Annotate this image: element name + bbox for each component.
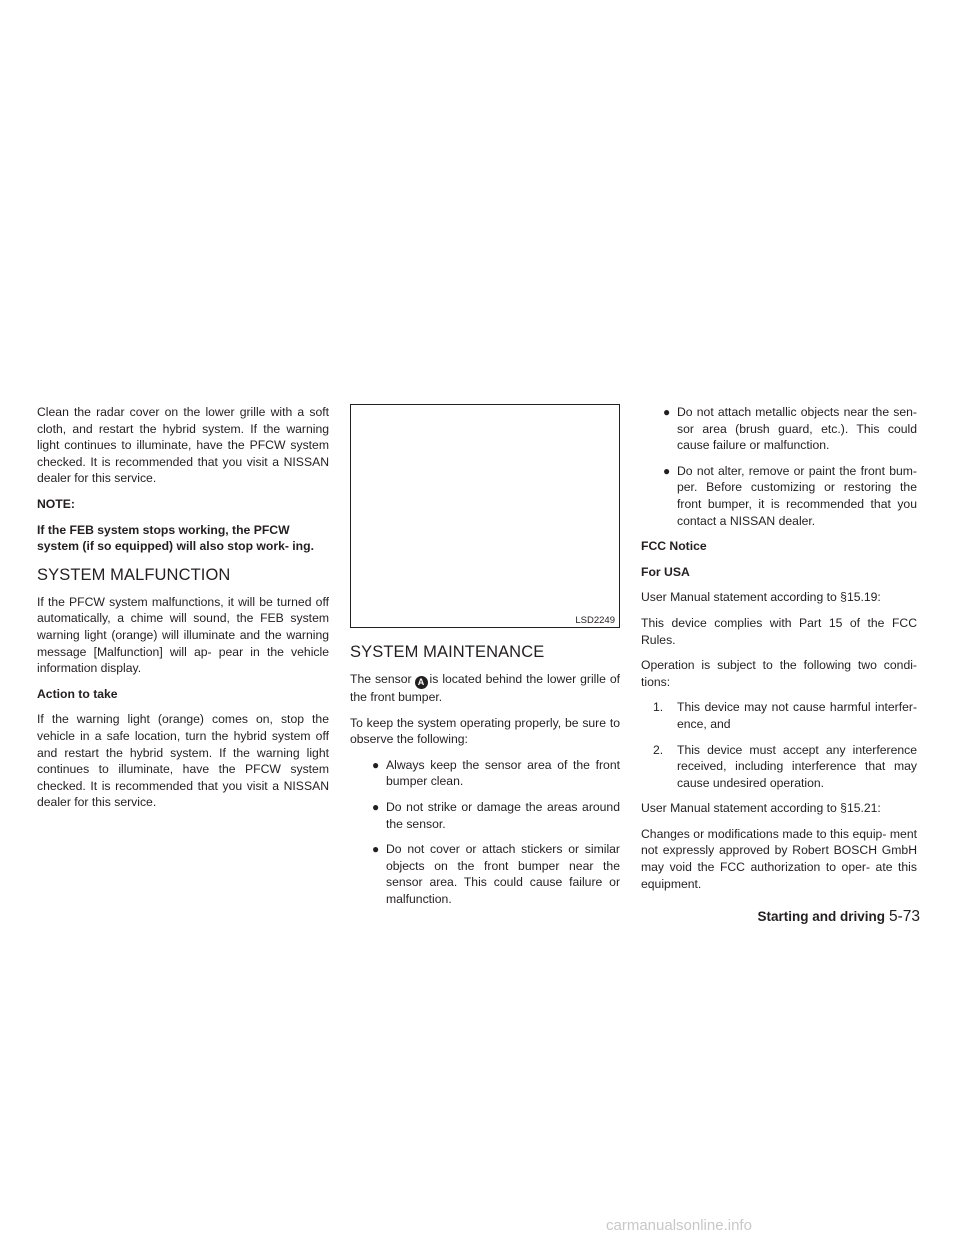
fcc-notice-heading: FCC Notice xyxy=(641,539,707,554)
section-heading-malfunction: SYSTEM MALFUNCTION xyxy=(37,565,231,584)
sensor-paragraph xyxy=(350,671,620,706)
sensor-text-before: The sensor xyxy=(350,672,412,686)
bullet-icon: ● xyxy=(663,405,671,419)
action-subheading: Action to take xyxy=(37,686,118,701)
watermark: carmanualsonline.info xyxy=(606,1217,752,1234)
footer-section-title: Starting and driving xyxy=(757,909,885,924)
bullet-icon: ● xyxy=(372,842,380,857)
malfunction-paragraph: If the PFCW system malfunctions, it will be turned off automatically, a chime will sound, the FEB system warning light (orange) will illuminate and the warning message [Malfunction] will ap- pear in the vehicle information display. xyxy=(37,594,329,676)
conditions-paragraph: Operation is subject to the following two condi- tions: xyxy=(641,658,917,689)
bullet-icon: ● xyxy=(663,463,671,478)
list-item: ● Do not strike or damage the areas around the sensor. xyxy=(372,799,620,831)
column-right xyxy=(641,404,917,901)
sensor-text-after: is located behind the lower grille of the front bumper. xyxy=(350,672,620,704)
note-label: NOTE: xyxy=(37,496,75,511)
statement-1519: User Manual statement according to §15.19: xyxy=(641,590,881,605)
statement-1521: User Manual statement according to §15.21: xyxy=(641,801,881,816)
note-text: If the FEB system stops working, the PFCW system (if so equipped) will also stop work- ing. xyxy=(37,522,314,554)
changes-paragraph: Changes or modifications made to this equip- ment not expressly approved by Robert BOSCH GmbH may void the FCC authorization to oper- ate this equipment. xyxy=(641,826,917,891)
page-footer xyxy=(734,908,920,926)
bullet-icon: ● xyxy=(372,757,380,772)
column-middle xyxy=(350,404,620,917)
sensor-figure xyxy=(350,404,620,628)
conditions-list xyxy=(641,699,917,791)
list-item: ● Do not cover or attach stickers or similar objects on the front bumper near the sensor area. This could cause failure or malfunction. xyxy=(372,842,620,906)
list-item: ● Always keep the sensor area of the front bumper clean. xyxy=(372,757,620,789)
list-item: 1. This device may not cause harmful interfer- ence, and xyxy=(653,700,917,731)
intro-paragraph: Clean the radar cover on the lower grille with a soft cloth, and restart the hybrid system. If the warning light continues to illuminate, have the PFCW system checked. It is recommended that you visit a NISSAN dealer for this service. xyxy=(37,405,329,486)
list-item: ● Do not alter, remove or paint the front bum- per. Before customizing or restoring the front bumper, it is recommended that you contact a NISSAN dealer. xyxy=(663,463,917,528)
callout-a-icon: A xyxy=(415,676,428,689)
list-item: 2. This device must accept any interference received, including interference that may cause undesired operation. xyxy=(653,742,917,790)
section-heading-maintenance: SYSTEM MAINTENANCE xyxy=(350,643,545,661)
maintenance-bullet-list-continued xyxy=(641,404,917,529)
maintenance-bullet-list xyxy=(350,757,620,908)
column-left xyxy=(37,404,329,820)
figure-label: LSD2249 xyxy=(575,615,615,626)
list-item: ● Do not attach metallic objects near the sen- sor area (brush guard, etc.). This could cause failure or malfunction. xyxy=(663,405,917,453)
page-number: 5-73 xyxy=(888,908,920,925)
complies-paragraph: This device complies with Part 15 of the FCC Rules. xyxy=(641,615,917,647)
action-paragraph: If the warning light (orange) comes on, stop the vehicle in a safe location, turn the hybrid system off and restart the hybrid system. If the warning light continues to illuminate, have the PFCW system checked. It is recommended that you visit a NISSAN dealer for this service. xyxy=(37,712,329,810)
keep-paragraph: To keep the system operating properly, be sure to observe the following: xyxy=(350,715,620,747)
bullet-icon: ● xyxy=(372,799,380,814)
for-usa-heading: For USA xyxy=(641,564,690,579)
